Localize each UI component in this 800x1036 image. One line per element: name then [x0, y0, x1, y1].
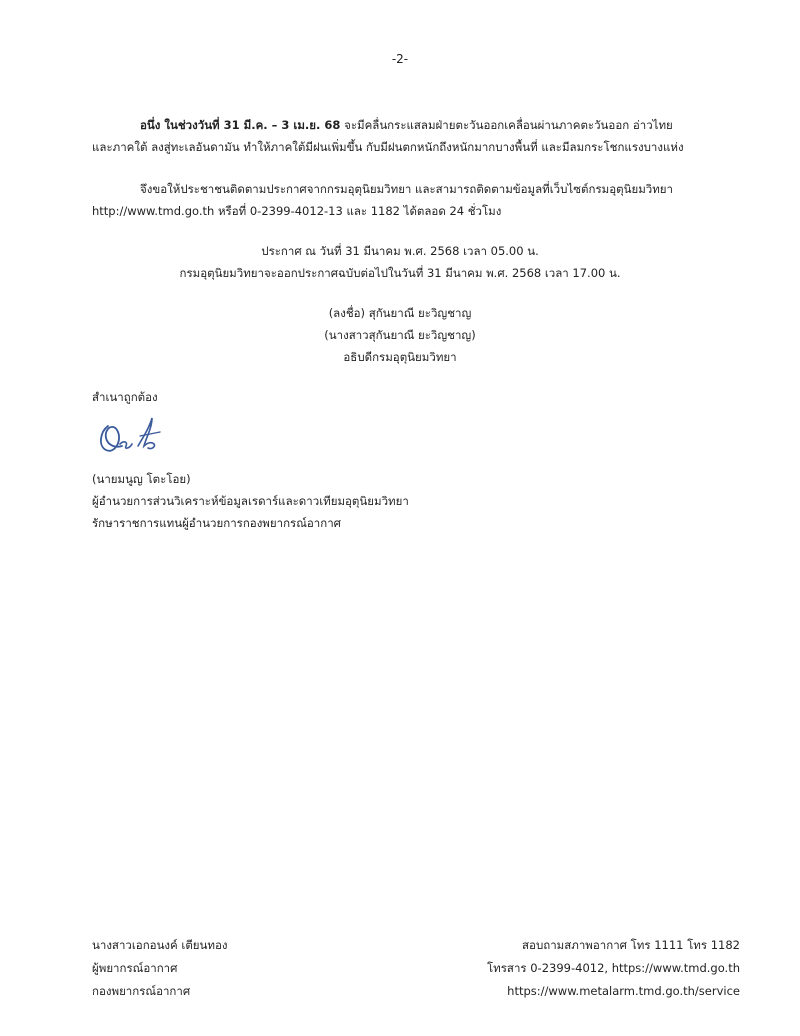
footer-forecaster: [92, 934, 392, 1003]
paragraph-follow-notice: [92, 178, 722, 222]
certifier-name: (นายมนูญ โตะโอย): [92, 472, 191, 486]
signatory-block: [0, 302, 800, 368]
footer-service-url: https://www.metalarm.tmd.go.th/service: [507, 984, 740, 998]
footer-inquiry: สอบถามสภาพอากาศ โทร 1111 โทร 1182: [522, 938, 740, 952]
follow-line2: http://www.tmd.go.th หรือที่ 0-2399-4012-13 และ 1182 ได้ตลอด 24 ชั่วโมง: [92, 204, 502, 218]
certified-copy-block: [92, 468, 592, 534]
page-number: -2-: [391, 52, 409, 66]
footer-forecaster-division: กองพยากรณ์อากาศ: [92, 984, 191, 998]
footer-forecaster-role: ผู้พยากรณ์อากาศ: [92, 961, 178, 975]
certified-copy-label: สำเนาถูกต้อง: [92, 390, 158, 404]
certifier-position2: รักษาราชการแทนผู้อำนวยการกองพยากรณ์อากาศ: [92, 516, 341, 530]
follow-line1: จึงขอให้ประชาชนติดตามประกาศจากกรมอุตุนิยมวิทยา และสามารถติดตามข้อมูลที่เว็บไซต์กรมอุตุนิยมวิทยา: [140, 182, 674, 196]
paragraph-weather-outlook: [92, 114, 722, 158]
outlook-line2: และภาคใต้ ลงสู่ทะเลอันดามัน ทำให้ภาคใต้มีฝนเพิ่มขึ้น กับมีฝนตกหนักถึงหนักมากบางพื้นที่ และมีลมกระโชกแรงบางแห่ง: [92, 140, 684, 154]
signatory-signed: (ลงชื่อ) สุกันยาณี ยะวิญชาญ: [328, 306, 472, 320]
outlook-lead: อนึ่ง ในช่วงวันที่ 31 มี.ค. – 3 เม.ย. 68: [140, 118, 341, 132]
announcement-next-issue: กรมอุตุนิยมวิทยาจะออกประกาศฉบับต่อไปในวันที่ 31 มีนาคม พ.ศ. 2568 เวลา 17.00 น.: [179, 266, 621, 280]
footer-contact: [380, 934, 740, 1003]
footer-forecaster-name: นางสาวเอกอนงค์ เตียนทอง: [92, 938, 228, 952]
signatory-name: (นางสาวสุกันยาณี ยะวิญชาญ): [324, 328, 476, 342]
signatory-title: อธิบดีกรมอุตุนิยมวิทยา: [343, 350, 457, 364]
handwritten-signature: [94, 412, 166, 458]
certifier-position1: ผู้อำนวยการส่วนวิเคราะห์ข้อมูลเรดาร์และดาวเทียมอุตุนิยมวิทยา: [92, 494, 409, 508]
announcement-block: [0, 240, 800, 284]
footer-fax: โทรสาร 0-2399-4012, https://www.tmd.go.th: [487, 961, 740, 975]
outlook-line1: จะมีคลื่นกระแสลมฝ่ายตะวันออกเคลื่อนผ่านภาคตะวันออก อ่าวไทย: [340, 118, 673, 132]
announcement-issued: ประกาศ ณ วันที่ 31 มีนาคม พ.ศ. 2568 เวลา 05.00 น.: [261, 244, 539, 258]
